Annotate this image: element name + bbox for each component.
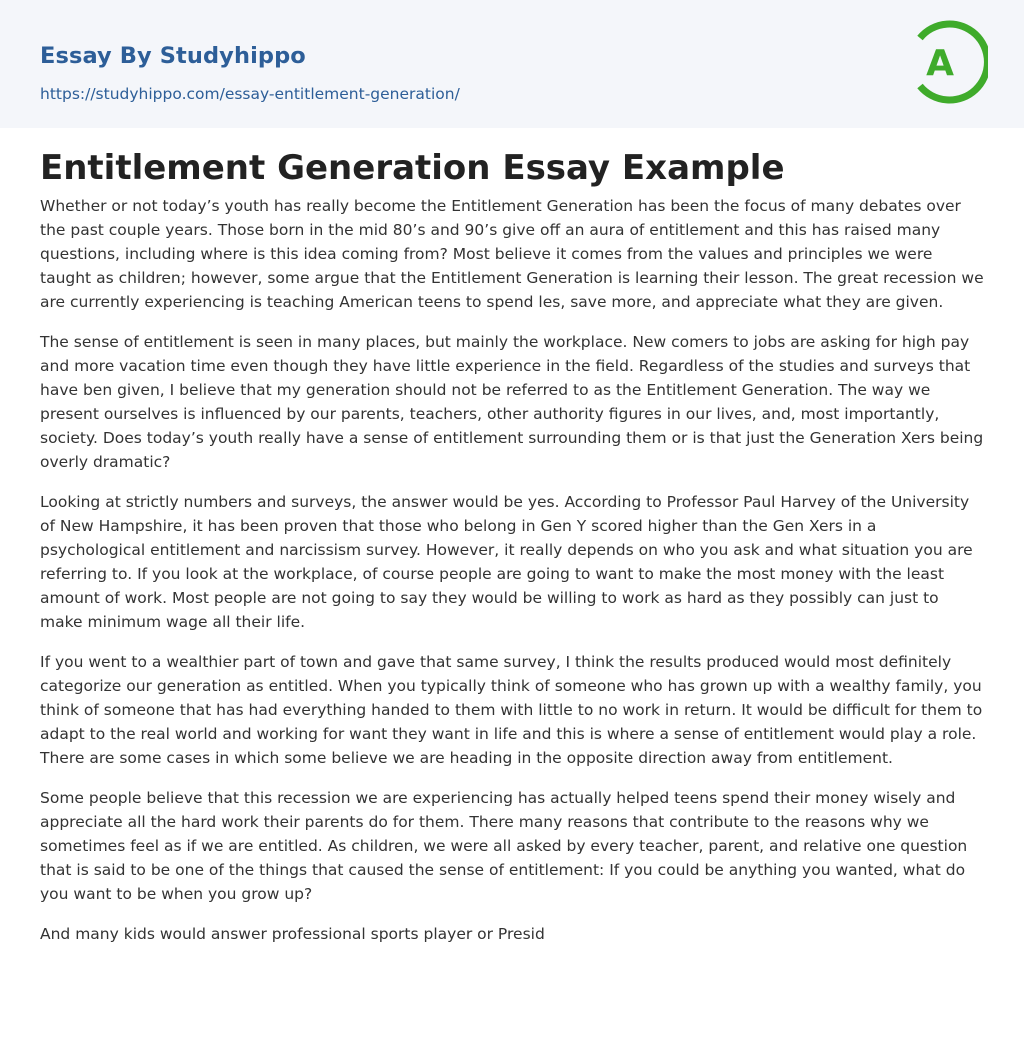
article: [40, 140, 984, 962]
page-url-link[interactable]: https://studyhippo.com/essay-entitlement-generation/: [40, 85, 460, 103]
paragraph-1: Whether or not today’s youth has really become the Entitlement Generation has been the focus of many debates over the past couple years. Those born in the mid 80’s and 90’s give off an aura of entitlement and this has raised many questions, including where is this idea coming from? Most believe it comes from the values and principles we were taught as children; however, some argue that the Entitlement Generation is learning their lesson. The great recession we are currently experiencing is teaching American teens to spend les, save more, and appreciate what they are given.: [40, 197, 984, 311]
paragraph-5: Some people believe that this recession we are experiencing has actually helped teens spend their money wisely and appreciate all the hard work their parents do for them. There many reasons that contribute to the reasons why we sometimes feel as if we are entitled. As children, we were all asked by every teacher, parent, and relative one question that is said to be one of the things that caused the sense of entitlement: If you could be anything you wanted, what do you want to be when you grow up?: [40, 789, 968, 903]
studyhippo-logo-icon[interactable]: [912, 18, 988, 106]
logo-letter: A: [926, 43, 954, 84]
site-header: [0, 0, 1024, 128]
paragraph-3: Looking at strictly numbers and surveys, the answer would be yes. According to Professor Paul Harvey of the University of New Hampshire, it has been proven that those who belong in Gen Y scored higher than the Gen Xers in a psychological entitlement and narcissism survey. However, it really depends on who you ask and what situation you are referring to. If you look at the workplace, of course people are going to want to make the most money with the least amount of work. Most people are not going to say they would be willing to work as hard as they possibly can just to make minimum wage all their life.: [40, 493, 973, 631]
paragraph-6: And many kids would answer professional sports player or Presid: [40, 925, 545, 943]
page-title: Entitlement Generation Essay Example: [40, 148, 785, 188]
paragraph-2: The sense of entitlement is seen in many places, but mainly the workplace. New comers to jobs are asking for high pay and more vacation time even though they have little experience in the field. Regardless of the studies and surveys that have ben given, I believe that my generation should not be referred to as the Entitlement Generation. The way we present ourselves is influenced by our parents, teachers, other authority figures in our lives, and, most importantly, society. Does today’s youth really have a sense of entitlement surrounding them or is that just the Generation Xers being overly dramatic?: [40, 333, 984, 471]
paragraph-4: If you went to a wealthier part of town and gave that same survey, I think the results produced would most definitely categorize our generation as entitled. When you typically think of someone who has grown up with a wealthy family, you think of someone that has had everything handed to them with little to no work in return. It would be difficult for them to adapt to the real world and working for want they want in life and this is where a sense of entitlement would play a role. There are some cases in which some believe we are heading in the opposite direction away from entitlement.: [40, 653, 983, 767]
site-brand[interactable]: Essay By Studyhippo: [40, 43, 306, 69]
